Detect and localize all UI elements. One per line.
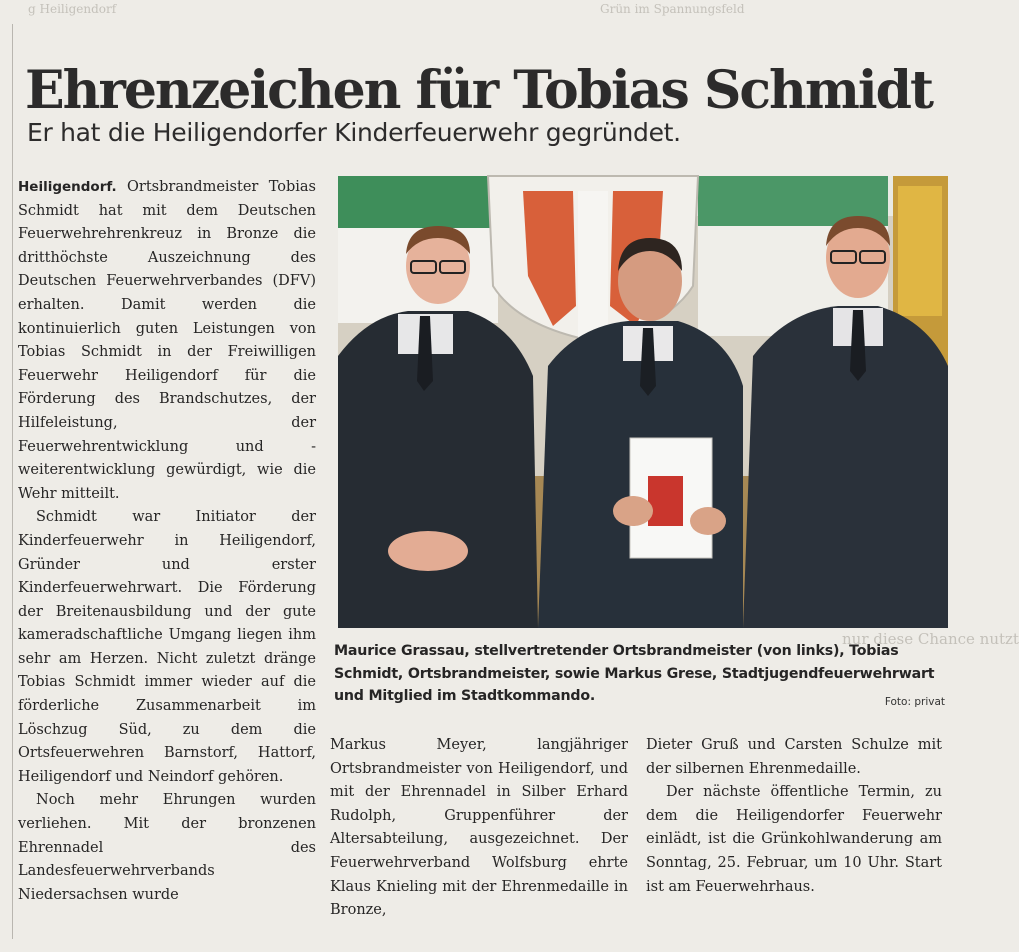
article-column-2 bbox=[330, 734, 628, 934]
article-column-3 bbox=[646, 734, 942, 934]
photo-caption: Maurice Grassau, stellvertretender Ortsbrandmeister (von links), Tobias Schmidt, Ortsbrandmeister, sowie Markus Grese, Stadtjugendfeuerwehrwart und Mitglied im Stadtkommando. bbox=[334, 643, 935, 704]
paragraph: Schmidt war Initiator der Kinderfeuerwehr in Heiligendorf, Gründer und erster Kinderfeuerwehrwart. Die Förderung der Breitenausbildung und der gute kameradschaftliche Umgang liegen ihm sehr am Herzen. Nicht zuletzt dränge Tobias Schmidt immer wieder auf die förderliche Zusammenarbeit im Löschzug Süd, zu dem die Ortsfeuerwehren Barnstorf, Hattorf, Heiligendorf und Neindorf gehören. bbox=[18, 509, 316, 785]
dateline: Heiligendorf. bbox=[18, 179, 117, 195]
paragraph: Markus Meyer, langjähriger Ortsbrandmeister von Heiligendorf, und mit der Ehrennadel in Silber Erhard Rudolph, Gruppenführer der Altersabteilung, ausgezeichnet. Der Feuerwehrverband Wolfsburg ehrte Klaus Knieling mit der Ehrenmedaille in Bronze, bbox=[330, 737, 628, 919]
bleed-through-text: nur diese Chance nutzt bbox=[842, 630, 1019, 648]
article-photo bbox=[338, 176, 948, 628]
article-column-1 bbox=[18, 176, 316, 926]
paragraph: Der nächste öffentliche Termin, zu dem die Heiligendorfer Feuerwehr einlädt, ist die Grünkohlwanderung am Sonntag, 25. Februar, um 10 Uhr. Start ist am Feuerwehrhaus. bbox=[646, 784, 942, 895]
paragraph-text: Ortsbrandmeister Tobias Schmidt hat mit dem Deutschen Feuerwehrehrenkreuz in Bronze die dritthöchste Auszeichnung des Deutschen Feuerwehrverbandes (DFV) erhalten. Damit werden die kontinuierlich guten Leistungen von Tobias Schmidt in der Freiwilligen Feuerwehr Heiligendorf für die Förderung des Brandschutzes, der Hilfeleistung, der Feuerwehrentwicklung und -weiterentwicklung gewürdigt, wie die Wehr mitteilt. bbox=[18, 179, 316, 502]
subheadline: Er hat die Heiligendorfer Kinderfeuerwehr gegründet. bbox=[27, 118, 681, 147]
paragraph: Noch mehr Ehrungen wurden verliehen. Mit der bronzenen Ehrennadel des Landesfeuerwehrverbands Niedersachsen wurde bbox=[18, 792, 316, 903]
headline: Ehrenzeichen für Tobias Schmidt bbox=[25, 59, 933, 121]
bleed-through-text: g Heiligendorf bbox=[28, 2, 117, 16]
photo-credit: Foto: privat bbox=[884, 696, 945, 708]
bleed-through-text: Grün im Spannungsfeld bbox=[600, 2, 745, 16]
photo-illustration bbox=[338, 176, 948, 628]
paragraph bbox=[18, 176, 316, 506]
paragraph: Dieter Gruß und Carsten Schulze mit der silbernen Ehrenmedaille. bbox=[646, 737, 942, 777]
column-rule bbox=[12, 24, 13, 939]
